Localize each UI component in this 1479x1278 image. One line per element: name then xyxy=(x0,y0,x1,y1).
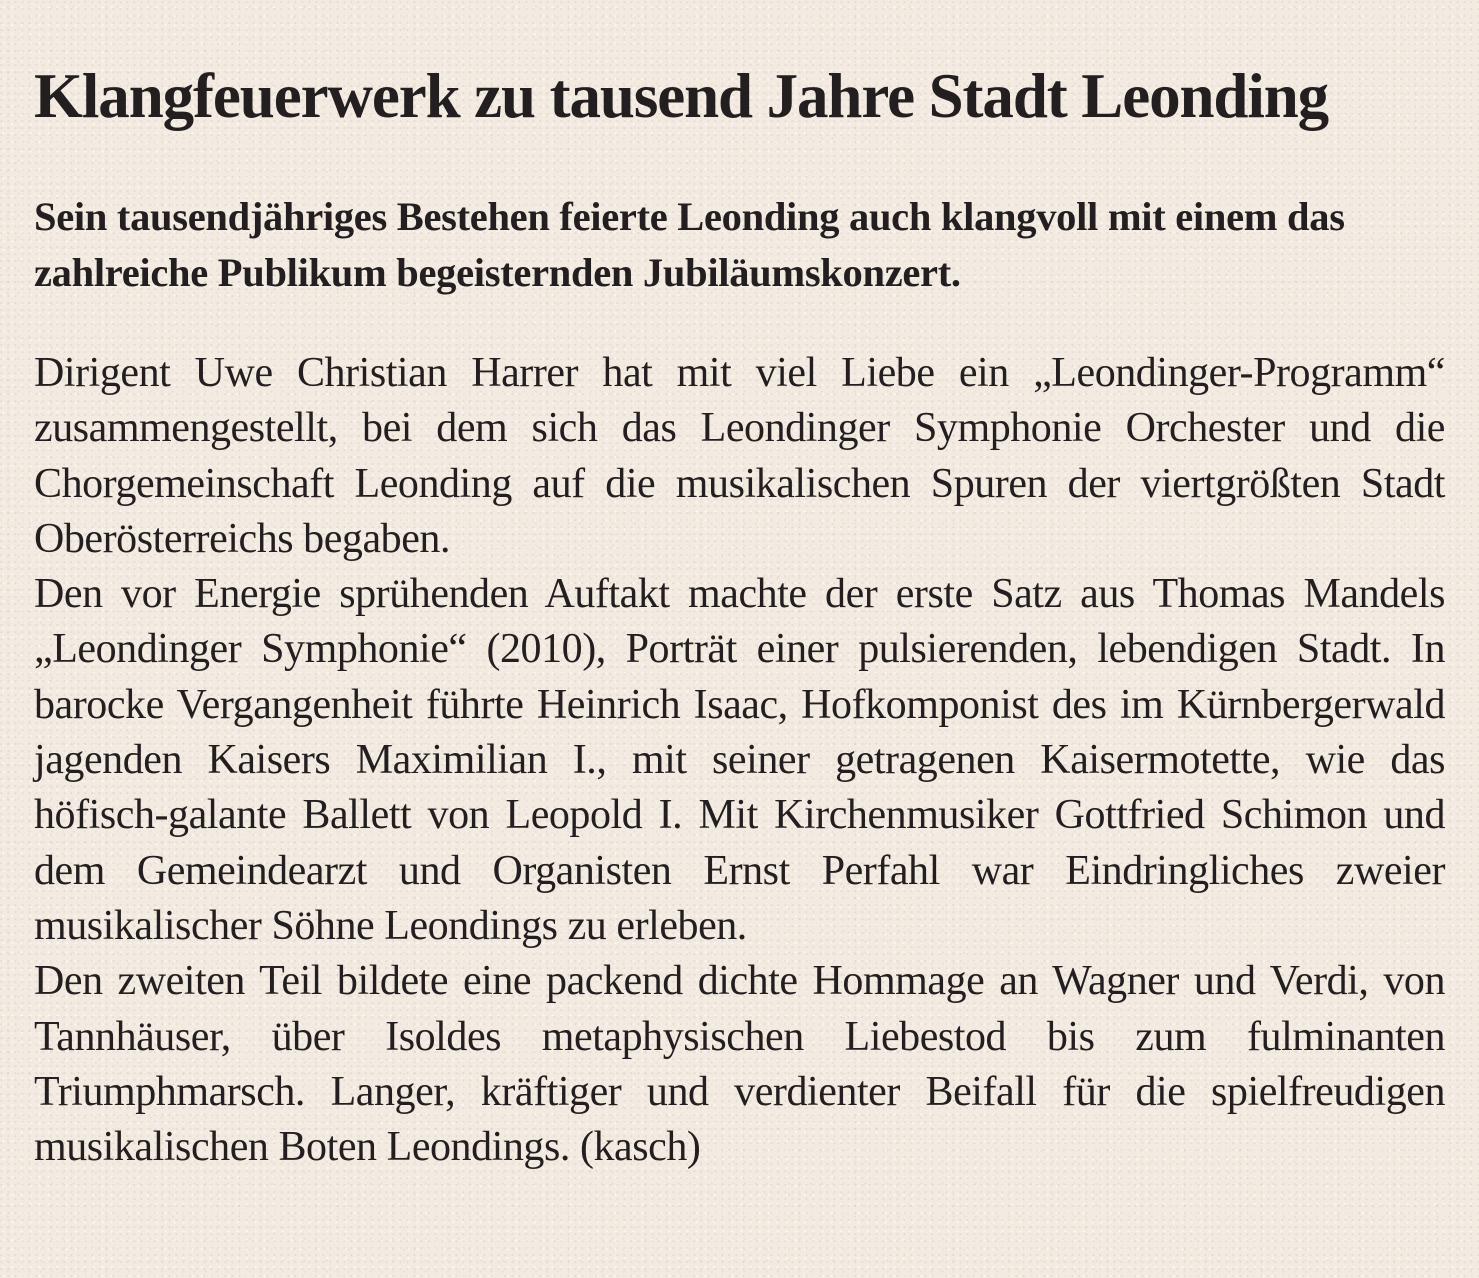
article-paragraph: Dirigent Uwe Christian Harrer hat mit viel Liebe ein „Leondinger-Programm“ zusammengestellt, bei dem sich das Leondinger Symphonie Orchester und die Chorgemeinschaft Leonding auf die musikalischen Spuren der viertgrößten Stadt Oberösterreichs begaben. xyxy=(34,350,1445,562)
article xyxy=(34,58,1445,1175)
article-title: Klangfeuerwerk zu tausend Jahre Stadt Leonding xyxy=(34,61,1329,131)
article-body xyxy=(34,346,1445,1175)
article-paragraph: Den vor Energie sprühenden Auftakt machte der erste Satz aus Thomas Mandels „Leondinger Symphonie“ (2010), Porträt einer pulsierenden, lebendigen Stadt. In barocke Vergangenheit führte Heinrich Isaac, Hofkomponist des im Kürnbergerwald jagenden Kaisers Maximilian I., mit seiner getragenen Kaisermotette, wie das höfisch-galante Ballett von Leopold I. Mit Kirchenmusiker Gottfried Schimon und dem Gemeindearzt und Organisten Ernst Perfahl war Eindringliches zweier musikalischer Söhne Leondings zu erleben. xyxy=(34,571,1445,949)
article-paragraph: Den zweiten Teil bildete eine packend dichte Hommage an Wagner und Verdi, von Tannhäuser, über Isoldes metaphysischen Liebestod bis zum fulminanten Triumphmarsch. Langer, kräftiger und verdienter Beifall für die spielfreudigen musikalischen Boten Leondings. (kasch) xyxy=(34,958,1445,1171)
article-lead: Sein tausendjähriges Bestehen feierte Leonding auch klangvoll mit einem das zahlreiche Publikum begeisternden Jubiläumskonzert. xyxy=(34,194,1345,295)
